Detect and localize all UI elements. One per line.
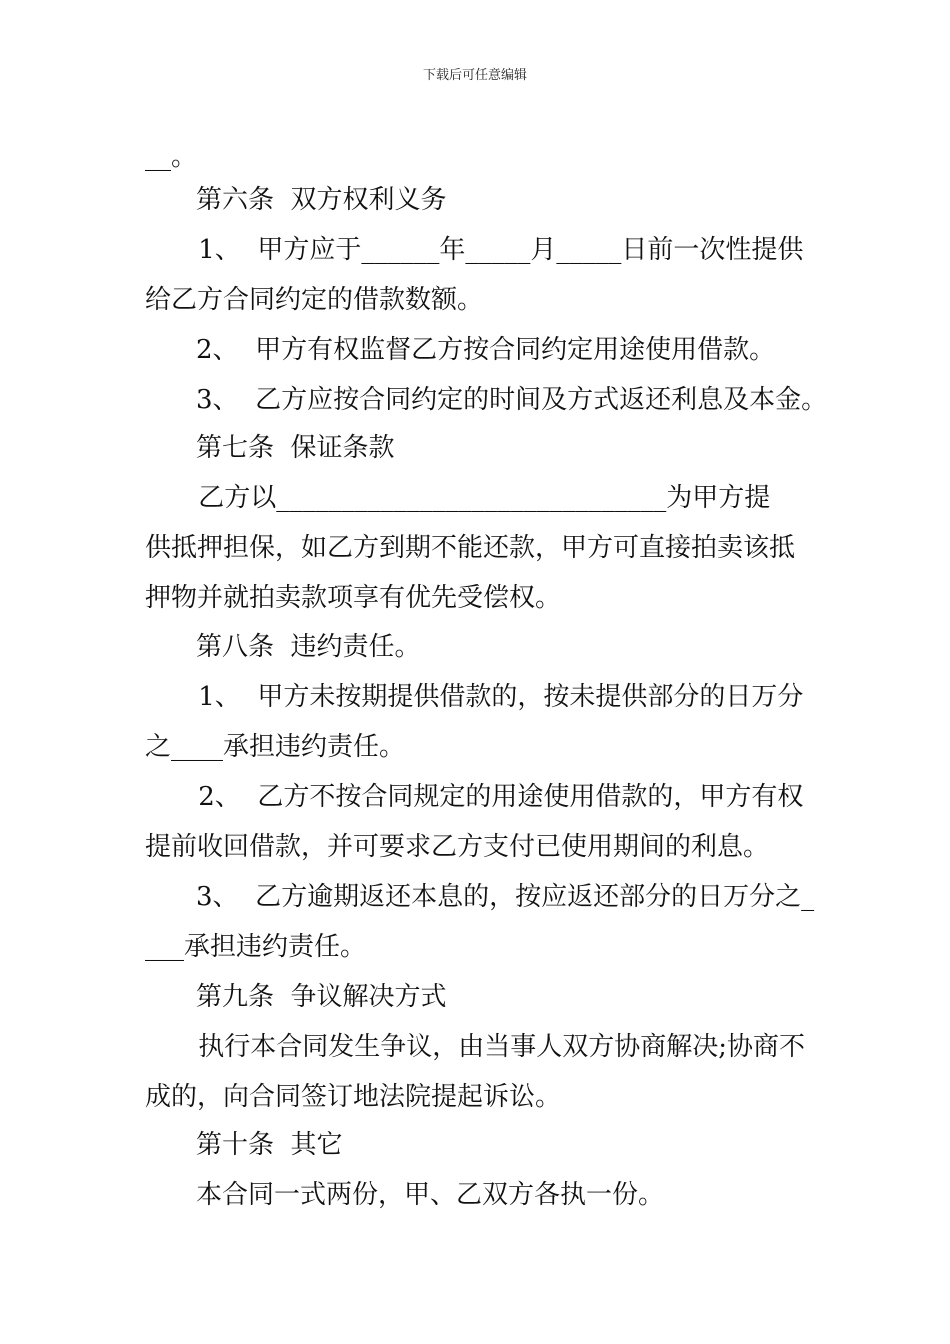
article-heading: 第七条 保证条款 [196,433,395,463]
article-heading: 第十条 其它 [196,1130,343,1160]
text-line: 给乙方合同约定的借款数额。 [145,285,484,315]
text-line: 2、 乙方不按合同规定的用途使用借款的，甲方有权 [190,782,804,812]
text-line: ___承担违约责任。 [145,932,367,962]
text-line: 3、 乙方逾期返还本息的，按应返还部分的日万分之_ [196,882,815,912]
text-line: 1、 甲方应于______年_____月_____日前一次性提供 [190,235,804,265]
text-line: 2、 甲方有权监督乙方按合同约定用途使用借款。 [196,335,776,365]
text-line: 供抵押担保，如乙方到期不能还款，甲方可直接拍卖该抵 [145,533,796,563]
text-line: 乙方以______________________________为甲方提 [190,483,771,513]
text-line: 3、 乙方应按合同约定的时间及方式返还利息及本金。 [196,385,828,415]
text-line: 1、 甲方未按期提供借款的，按未提供部分的日万分 [190,682,804,712]
text-line: 本合同一式两份，甲、乙双方各执一份。 [196,1180,665,1210]
text-line: 成的，向合同签订地法院提起诉讼。 [145,1082,562,1112]
article-heading: 第八条 违约责任。 [196,632,421,662]
page-header-note: 下载后可任意编辑 [422,68,527,83]
text-line: 之____承担违约责任。 [145,732,406,762]
text-line: 提前收回借款，并可要求乙方支付已使用期间的利息。 [145,832,770,862]
article-heading: 第六条 双方权利义务 [196,185,447,215]
text-line: 执行本合同发生争议，由当事人双方协商解决;协商不 [190,1032,806,1062]
text-line: 押物并就拍卖款项享有优先受偿权。 [145,583,562,613]
text-line: __。 [145,142,198,172]
article-heading: 第九条 争议解决方式 [196,982,447,1012]
